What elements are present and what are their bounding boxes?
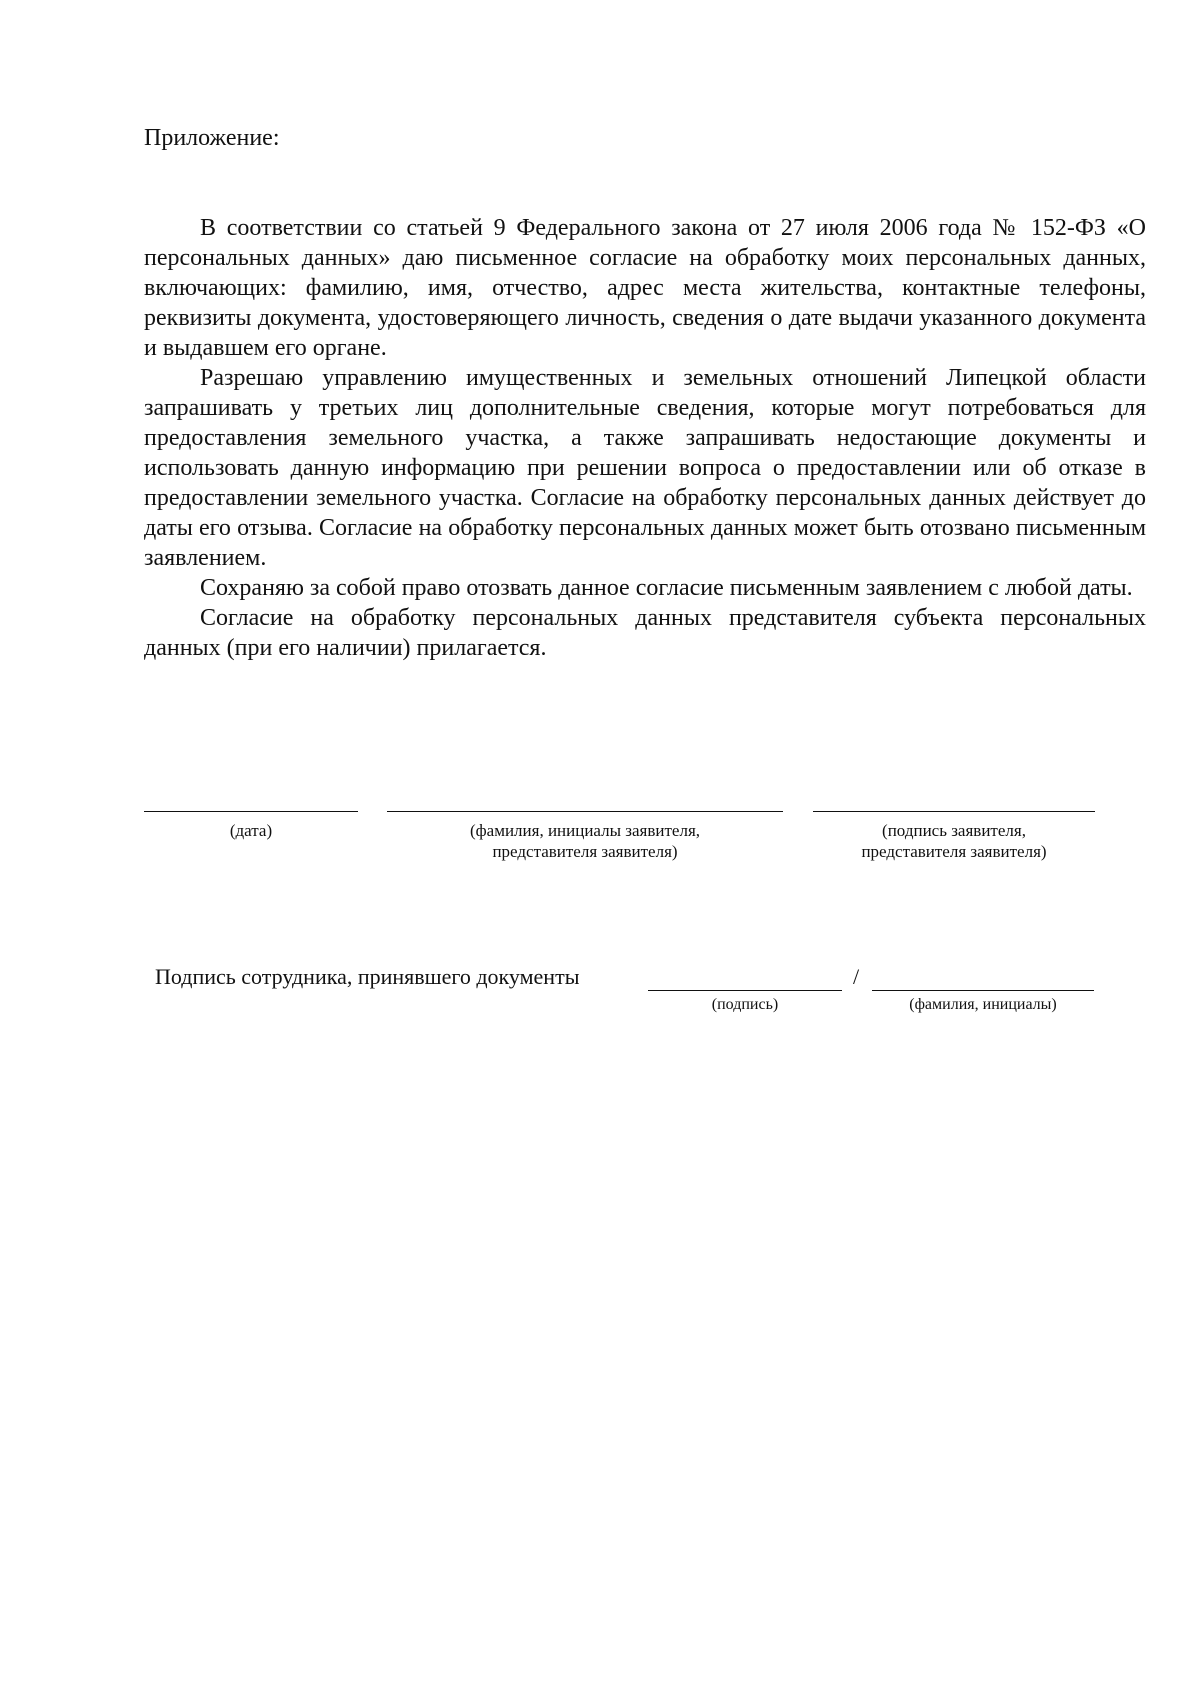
staff-signature-label: Подпись сотрудника, принявшего документы (155, 964, 580, 989)
staff-separator: / (853, 964, 860, 989)
applicant-signature-caption-line2: представителя заявителя) (861, 842, 1047, 861)
paragraph-consent-basis: В соответствии со статьей 9 Федерального закона от 27 июля 2006 года № 152-ФЗ «О персональных данных» даю письменное согласие на обработку моих персональных данных, включающих: фамилию, имя, отчество, адрес места жительства, контактные телефоны, реквизиты документа, удостоверяющего личность, сведения о дате выдачи указанного документа и выдавшем его органе. (144, 215, 1146, 361)
applicant-name-line[interactable] (387, 811, 783, 812)
applicant-signature-line[interactable] (813, 811, 1095, 812)
appendix-heading: Приложение: (144, 125, 280, 151)
applicant-name-field (387, 811, 783, 861)
staff-name-line[interactable] (872, 990, 1094, 991)
applicant-signature-caption-line1: (подпись заявителя, (882, 821, 1026, 840)
staff-signature-field (648, 990, 842, 1015)
staff-signature-line[interactable] (648, 990, 842, 991)
applicant-name-caption-line1: (фамилия, инициалы заявителя, (469, 821, 701, 840)
paragraph-withdrawal-right: Сохраняю за собой право отозвать данное согласие письменным заявлением с любой даты. (200, 575, 1133, 601)
date-line[interactable] (144, 811, 358, 812)
applicant-signature-caption (813, 820, 1095, 862)
applicant-name-caption (387, 820, 783, 862)
applicant-signature-field (813, 811, 1095, 861)
date-field (144, 811, 358, 861)
date-caption: (дата) (229, 821, 273, 840)
paragraph-third-party-permission: Разрешаю управлению имущественных и земельных отношений Липецкой области запрашивать у третьих лиц дополнительные сведения, которые могут потребоваться для предоставления земельного участка, а также запрашивать недостающие документы и использовать данную информацию при решении вопроса о предоставлении или об отказе в предоставлении земельного участка. Согласие на обработку персональных данных действует до даты его отзыва. Согласие на обработку персональных данных может быть отозвано письменным заявлением. (144, 365, 1146, 571)
applicant-name-caption-line2: представителя заявителя) (492, 842, 678, 861)
consent-body (144, 213, 1146, 663)
staff-signature-caption: (подпись) (711, 996, 779, 1013)
staff-name-caption: (фамилия, инициалы) (909, 996, 1057, 1013)
staff-name-field (872, 990, 1094, 1015)
paragraph-representative-consent: Согласие на обработку персональных данных представителя субъекта персональных данных (при его наличии) прилагается. (144, 605, 1146, 661)
